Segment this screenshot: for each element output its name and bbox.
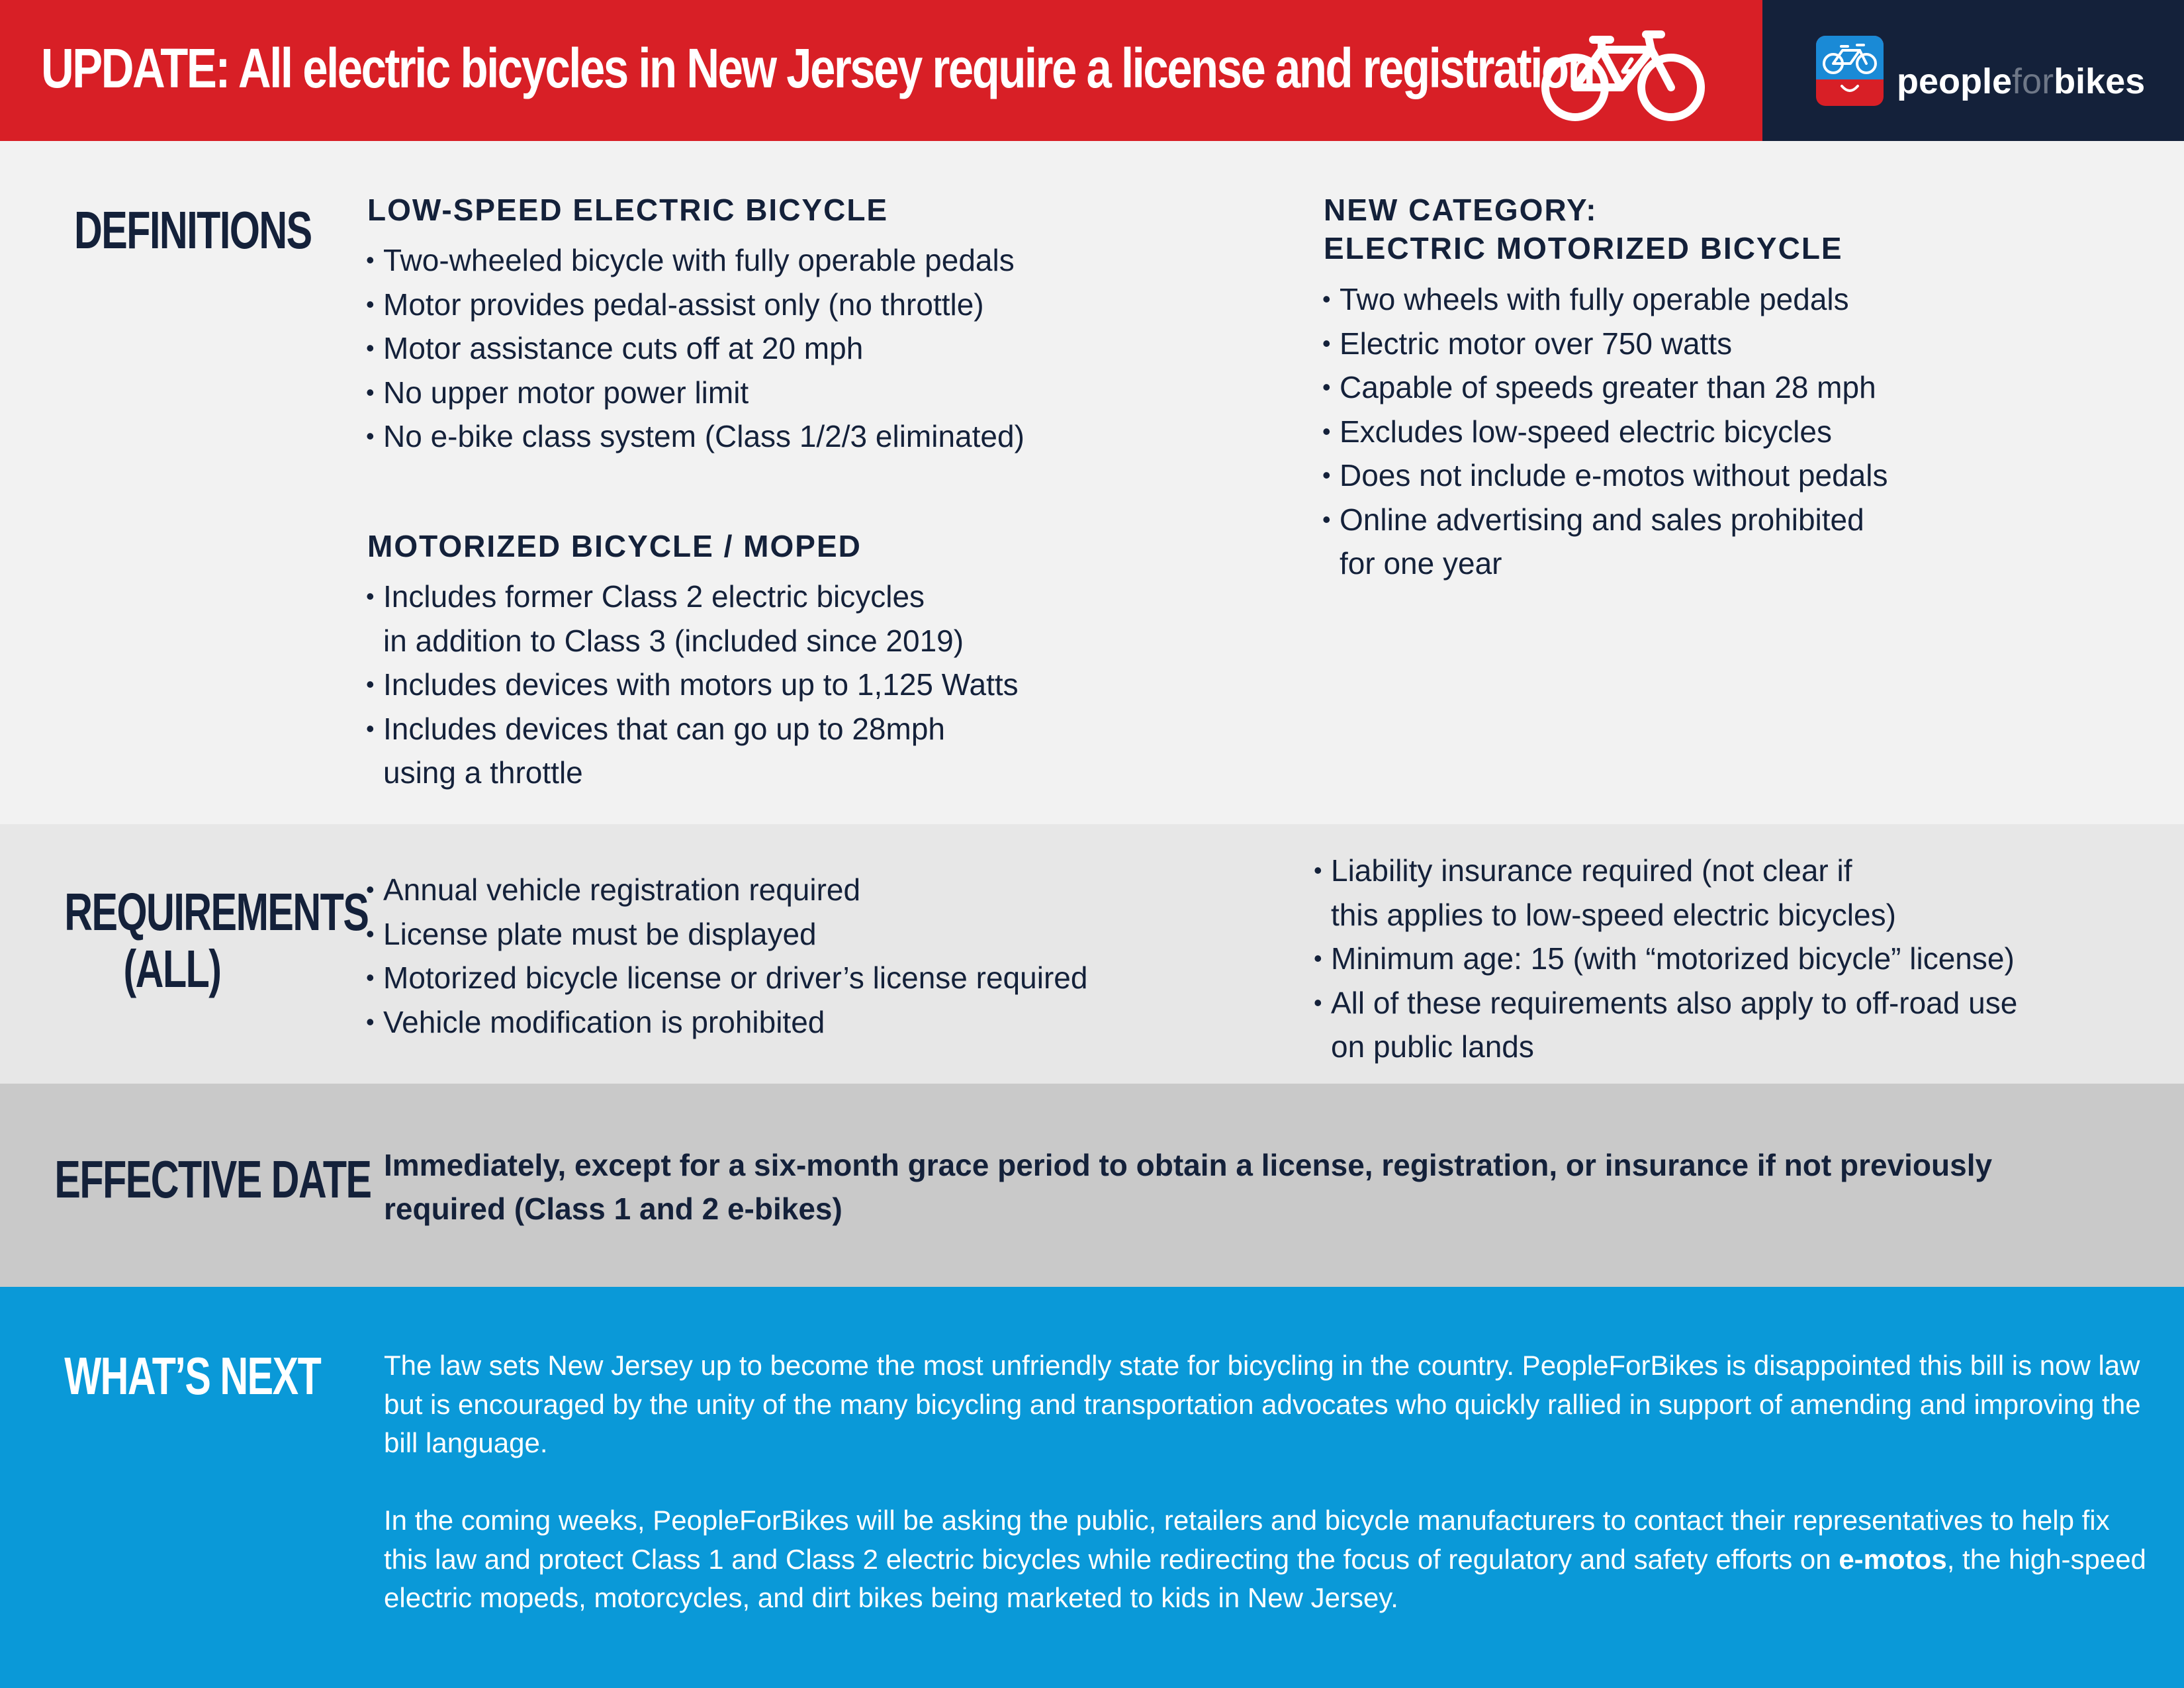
header-red-panel xyxy=(0,0,1762,141)
electric-bicycle-icon xyxy=(1539,26,1707,122)
list-item: • Does not include e-motos without pedals xyxy=(1322,453,1888,498)
definitions-section xyxy=(0,141,2184,824)
list-item: • Motorized bicycle license or driver’s license required xyxy=(366,956,1087,1000)
requirements-label: REQUIREMENTS (ALL) xyxy=(64,882,369,998)
list-item: • Includes former Class 2 electric bicycles in addition to Class 3 (included since 2019) xyxy=(366,575,1019,663)
list-item: • Online advertising and sales prohibited for one year xyxy=(1322,498,1888,586)
list-item: • Vehicle modification is prohibited xyxy=(366,1000,1087,1045)
list-item: • No upper motor power limit xyxy=(366,371,1024,415)
list-item: • Two-wheeled bicycle with fully operable pedals xyxy=(366,238,1024,283)
effective-date-label: EFFECTIVE DATE xyxy=(54,1150,371,1209)
effective-date-section xyxy=(0,1084,2184,1287)
low-speed-list xyxy=(366,238,1024,459)
requirements-right-list xyxy=(1314,849,2017,1069)
list-item: • Annual vehicle registration required xyxy=(366,868,1087,912)
list-item: • Excludes low-speed electric bicycles xyxy=(1322,410,1888,454)
requirements-section xyxy=(0,824,2184,1084)
new-category-list xyxy=(1322,277,1888,586)
list-item: • Electric motor over 750 watts xyxy=(1322,322,1888,366)
list-item: • Capable of speeds greater than 28 mph xyxy=(1322,365,1888,410)
list-item: • Two wheels with fully operable pedals xyxy=(1322,277,1888,322)
peopleforbikes-logo-icon[interactable] xyxy=(1816,36,1884,106)
new-category-heading: NEW CATEGORY: ELECTRIC MOTORIZED BICYCLE xyxy=(1324,193,1843,265)
definitions-label: DEFINITIONS xyxy=(74,201,312,259)
list-item: • Minimum age: 15 (with “motorized bicycle” license) xyxy=(1314,937,2017,981)
whats-next-section xyxy=(0,1287,2184,1688)
e-motos-emphasis: e-motos xyxy=(1839,1543,1947,1575)
list-item: • License plate must be displayed xyxy=(366,912,1087,957)
list-item: • Motor assistance cuts off at 20 mph xyxy=(366,326,1024,371)
list-item: • Includes devices with motors up to 1,125 Watts xyxy=(366,663,1019,707)
list-item: • All of these requirements also apply to off-road use on public lands xyxy=(1314,981,2017,1069)
whats-next-paragraph-2: In the coming weeks, PeopleForBikes will be asking the public, retailers and bicycle manufacturers to contact their representatives to help fix this law and protect Class 1 and Class 2 electric bicycles while redirecting the focus of regulatory and safety efforts on e-motos, the high-speed electric mopeds, motorcycles, and dirt bikes being marketed to kids in New Jersey. xyxy=(384,1505,2146,1613)
list-item: • Motor provides pedal-assist only (no throttle) xyxy=(366,283,1024,327)
list-item: • Liability insurance required (not clear if this applies to low-speed electric bicycles) xyxy=(1314,849,2017,937)
moped-heading: MOTORIZED BICYCLE / MOPED xyxy=(367,529,862,563)
low-speed-heading: LOW-SPEED ELECTRIC BICYCLE xyxy=(367,193,889,227)
whats-next-label: WHAT’S NEXT xyxy=(64,1346,321,1405)
peopleforbikes-logo-text[interactable]: peopleforbikes xyxy=(1897,62,2146,101)
list-item: • No e-bike class system (Class 1/2/3 eliminated) xyxy=(366,414,1024,459)
page-title: UPDATE: All electric bicycles in New Jersey require a license and registration xyxy=(41,37,1594,99)
header-banner xyxy=(0,0,2184,141)
effective-date-text: Immediately, except for a six-month grace period to obtain a license, registration, or insurance if not previously required (Class 1 and 2 e-bikes) xyxy=(384,1148,1993,1226)
moped-list xyxy=(366,575,1019,795)
requirements-left-list xyxy=(366,868,1087,1044)
list-item: • Includes devices that can go up to 28mph using a throttle xyxy=(366,707,1019,795)
whats-next-paragraph-1: The law sets New Jersey up to become the most unfriendly state for bicycling in the country. PeopleForBikes is disappointed this bill is now law but is encouraged by the unity of the many bicycling and transportation advocates who quickly rallied in support of amending and improving the bill language. xyxy=(384,1350,2141,1458)
